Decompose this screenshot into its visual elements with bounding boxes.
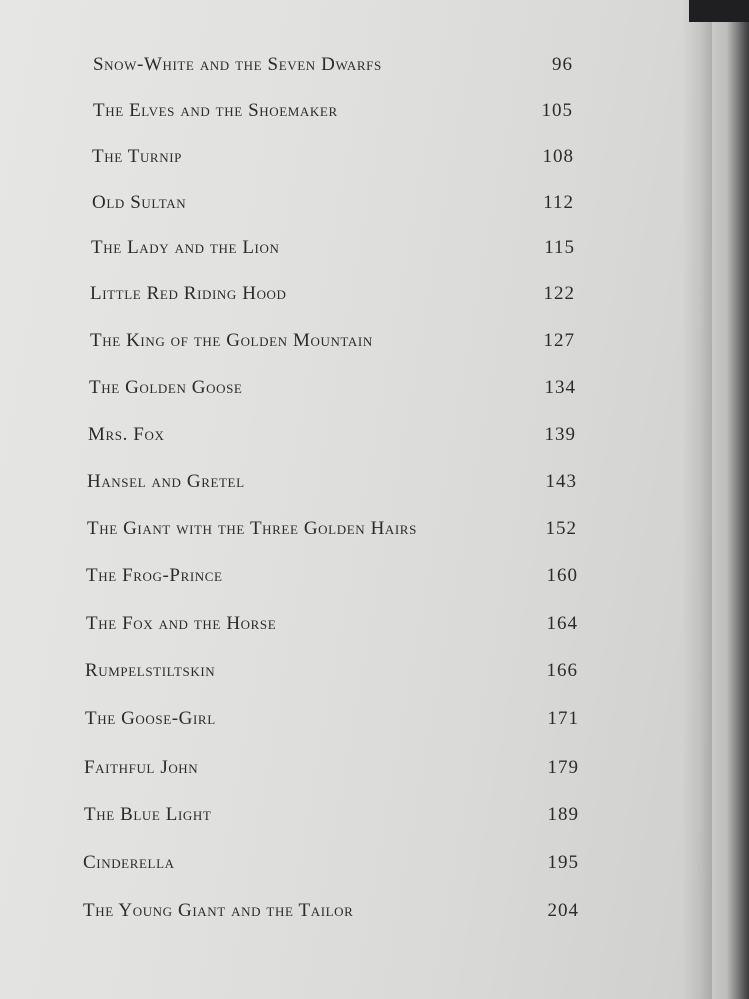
- toc-entry-title: Hansel and Gretel: [87, 471, 245, 492]
- toc-entry-page-number: 160: [546, 565, 578, 586]
- toc-entry-fox-and-horse[interactable]: [86, 613, 578, 645]
- toc-entry-page-number: 122: [543, 283, 575, 304]
- toc-entry-title: Snow-White and the Seven Dwarfs: [93, 54, 382, 75]
- dark-background-corner: [689, 0, 749, 22]
- toc-entry-title: The Goose-Girl: [85, 708, 216, 729]
- toc-entry-faithful-john[interactable]: [84, 757, 579, 789]
- toc-entry-title: The Golden Goose: [89, 377, 243, 398]
- toc-entry-title: The Turnip: [92, 146, 182, 167]
- toc-entry-goose-girl[interactable]: [85, 708, 579, 740]
- toc-entry-title: Cinderella: [83, 852, 175, 873]
- toc-entry-title: The Giant with the Three Golden Hairs: [87, 518, 417, 539]
- toc-entry-page-number: 143: [545, 471, 577, 492]
- toc-entry-page-number: 189: [547, 804, 579, 825]
- toc-entry-page-number: 171: [547, 708, 579, 729]
- toc-entry-title: Faithful John: [84, 757, 199, 778]
- toc-entry-page-number: 112: [543, 192, 574, 213]
- toc-entry-young-giant-and-tailor[interactable]: [83, 900, 579, 932]
- toc-entry-page-number: 204: [547, 900, 579, 921]
- toc-entry-turnip[interactable]: [92, 146, 574, 178]
- toc-entry-page-number: 105: [541, 100, 573, 121]
- toc-entry-mrs-fox[interactable]: [88, 424, 576, 456]
- toc-entry-blue-light[interactable]: [84, 804, 579, 836]
- toc-entry-page-number: 179: [547, 757, 579, 778]
- toc-entry-title: The Young Giant and the Tailor: [83, 900, 354, 921]
- toc-entry-page-number: 96: [552, 54, 573, 75]
- book-page-edges: [712, 0, 749, 999]
- toc-entry-hansel-and-gretel[interactable]: [87, 471, 577, 503]
- toc-entry-title: The Frog-Prince: [86, 565, 223, 586]
- toc-entry-title: The Elves and the Shoemaker: [93, 100, 338, 121]
- toc-entry-snow-white[interactable]: [93, 54, 573, 86]
- toc-entry-title: Rumpelstiltskin: [85, 660, 216, 681]
- toc-entry-page-number: 139: [544, 424, 576, 445]
- toc-entry-page-number: 195: [547, 852, 579, 873]
- toc-entry-page-number: 127: [543, 330, 575, 351]
- toc-entry-page-number: 115: [544, 237, 575, 258]
- toc-entry-page-number: 166: [546, 660, 578, 681]
- page-shadow-edge: [682, 0, 712, 999]
- toc-entry-little-red-riding-hood[interactable]: [90, 283, 575, 315]
- toc-entry-page-number: 164: [546, 613, 578, 634]
- toc-entry-title: Old Sultan: [92, 192, 187, 213]
- toc-entry-title: The King of the Golden Mountain: [90, 330, 373, 351]
- toc-entry-title: The Blue Light: [84, 804, 212, 825]
- toc-entry-king-of-golden-mountain[interactable]: [90, 330, 575, 362]
- toc-entry-title: The Fox and the Horse: [86, 613, 277, 634]
- toc-entry-page-number: 108: [542, 146, 574, 167]
- toc-entry-page-number: 134: [544, 377, 576, 398]
- toc-entry-cinderella[interactable]: [83, 852, 579, 884]
- toc-entry-frog-prince[interactable]: [86, 565, 578, 597]
- toc-entry-rumpelstiltskin[interactable]: [85, 660, 578, 692]
- toc-entry-page-number: 152: [545, 518, 577, 539]
- toc-entry-giant-three-golden-hairs[interactable]: [87, 518, 577, 550]
- toc-entry-title: Little Red Riding Hood: [90, 283, 287, 304]
- toc-entry-elves-and-shoemaker[interactable]: [93, 100, 573, 132]
- toc-entry-golden-goose[interactable]: [89, 377, 576, 409]
- toc-entry-title: Mrs. Fox: [88, 424, 165, 445]
- toc-entry-title: The Lady and the Lion: [91, 237, 280, 258]
- toc-entry-old-sultan[interactable]: [92, 192, 574, 224]
- toc-entry-lady-and-lion[interactable]: [91, 237, 575, 269]
